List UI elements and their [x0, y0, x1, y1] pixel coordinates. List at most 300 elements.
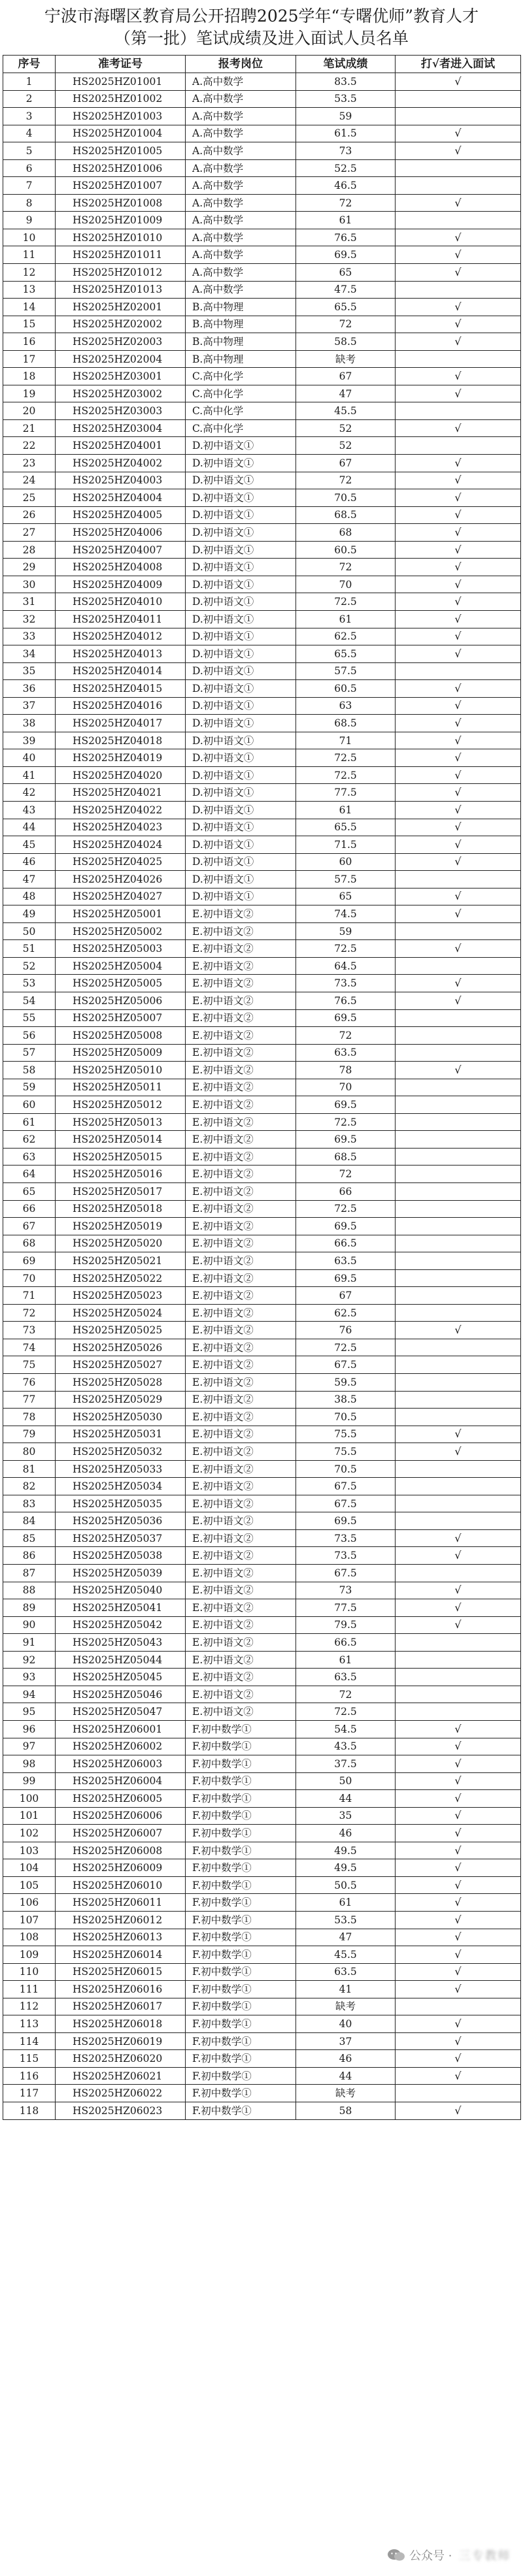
- cell-score: 76.5: [296, 229, 396, 246]
- table-row: [3, 2067, 521, 2085]
- table-row: [3, 1686, 521, 1703]
- cell-interview-mark: √: [396, 1842, 521, 1859]
- cell-position: A.高中数学: [186, 125, 296, 142]
- cell-interview-mark: [396, 1998, 521, 2015]
- table-row: [3, 922, 521, 940]
- cell-position: F.初中数学①: [186, 1929, 296, 1946]
- cell-index: 44: [3, 819, 56, 836]
- cell-index: 118: [3, 2102, 56, 2119]
- cell-score: 73: [296, 142, 396, 160]
- cell-position: C.高中化学: [186, 368, 296, 385]
- cell-position: F.初中数学①: [186, 1876, 296, 1894]
- table-row: [3, 1304, 521, 1322]
- cell-index: 111: [3, 1981, 56, 1998]
- cell-score: 71.5: [296, 836, 396, 854]
- cell-ticket-number: HS2025HZ05008: [56, 1027, 186, 1045]
- cell-ticket-number: HS2025HZ04006: [56, 524, 186, 542]
- cell-index: 104: [3, 1859, 56, 1877]
- cell-interview-mark: √: [396, 229, 521, 246]
- cell-ticket-number: HS2025HZ05043: [56, 1634, 186, 1652]
- cell-ticket-number: HS2025HZ05035: [56, 1495, 186, 1512]
- table-row: [3, 108, 521, 125]
- cell-position: D.初中语文①: [186, 871, 296, 889]
- table-row: [3, 1322, 521, 1339]
- cell-score: 72.5: [296, 749, 396, 767]
- cell-index: 64: [3, 1166, 56, 1183]
- cell-ticket-number: HS2025HZ05044: [56, 1651, 186, 1669]
- cell-index: 105: [3, 1876, 56, 1894]
- cell-interview-mark: √: [396, 1772, 521, 1790]
- cell-index: 66: [3, 1200, 56, 1218]
- table-row: [3, 194, 521, 212]
- table-row: [3, 871, 521, 889]
- table-row: [3, 455, 521, 472]
- cell-score: 53.5: [296, 1911, 396, 1929]
- cell-interview-mark: √: [396, 2067, 521, 2085]
- cell-score: 72.5: [296, 1703, 396, 1721]
- cell-interview-mark: [396, 1027, 521, 1045]
- cell-score: 58: [296, 2102, 396, 2119]
- cell-interview-mark: √: [396, 1720, 521, 1738]
- cell-interview-mark: √: [396, 2015, 521, 2033]
- cell-ticket-number: HS2025HZ04027: [56, 888, 186, 905]
- table-row: [3, 1218, 521, 1235]
- cell-position: E.初中语文②: [186, 1252, 296, 1270]
- table-row: [3, 1079, 521, 1096]
- table-row: [3, 1131, 521, 1149]
- table-row: [3, 1269, 521, 1287]
- cell-position: E.初中语文②: [186, 1634, 296, 1652]
- cell-ticket-number: HS2025HZ05004: [56, 957, 186, 975]
- cell-index: 82: [3, 1478, 56, 1495]
- cell-position: A.高中数学: [186, 73, 296, 91]
- table-row: [3, 819, 521, 836]
- cell-position: E.初中语文②: [186, 1616, 296, 1634]
- cell-interview-mark: √: [396, 1443, 521, 1461]
- cell-score: 46: [296, 1825, 396, 1842]
- cell-ticket-number: HS2025HZ05014: [56, 1131, 186, 1149]
- cell-ticket-number: HS2025HZ03002: [56, 385, 186, 402]
- cell-interview-mark: [396, 1686, 521, 1703]
- cell-position: A.高中数学: [186, 281, 296, 299]
- table-row: [3, 1287, 521, 1305]
- cell-index: 21: [3, 419, 56, 437]
- cell-ticket-number: HS2025HZ01007: [56, 177, 186, 195]
- cell-interview-mark: √: [396, 749, 521, 767]
- cell-score: 61: [296, 1894, 396, 1912]
- table-row: [3, 1981, 521, 1998]
- watermark-account-name: 三专教师: [458, 2549, 511, 2563]
- table-row: [3, 715, 521, 732]
- cell-interview-mark: [396, 90, 521, 108]
- cell-interview-mark: [396, 1200, 521, 1218]
- cell-interview-mark: [396, 1409, 521, 1426]
- cell-index: 101: [3, 1807, 56, 1825]
- cell-ticket-number: HS2025HZ06019: [56, 2032, 186, 2050]
- cell-index: 98: [3, 1755, 56, 1773]
- cell-interview-mark: [396, 922, 521, 940]
- cell-score: 66.5: [296, 1634, 396, 1652]
- table-row: [3, 1027, 521, 1045]
- cell-score: 47: [296, 385, 396, 402]
- cell-position: E.初中语文②: [186, 940, 296, 958]
- cell-ticket-number: HS2025HZ03004: [56, 419, 186, 437]
- cell-ticket-number: HS2025HZ05041: [56, 1599, 186, 1617]
- cell-position: E.初中语文②: [186, 1669, 296, 1686]
- cell-score: 72: [296, 1166, 396, 1183]
- cell-ticket-number: HS2025HZ04007: [56, 541, 186, 559]
- table-row: [3, 142, 521, 160]
- table-row: [3, 1894, 521, 1912]
- cell-score: 59: [296, 108, 396, 125]
- cell-score: 71: [296, 732, 396, 749]
- table-row: [3, 1374, 521, 1392]
- cell-score: 65.5: [296, 299, 396, 316]
- cell-index: 92: [3, 1651, 56, 1669]
- cell-ticket-number: HS2025HZ04016: [56, 697, 186, 715]
- cell-interview-mark: √: [396, 836, 521, 854]
- cell-ticket-number: HS2025HZ04012: [56, 628, 186, 645]
- cell-index: 115: [3, 2050, 56, 2068]
- cell-ticket-number: HS2025HZ04001: [56, 437, 186, 455]
- cell-ticket-number: HS2025HZ01003: [56, 108, 186, 125]
- cell-score: 78: [296, 1062, 396, 1079]
- table-row: [3, 350, 521, 368]
- cell-position: D.初中语文①: [186, 715, 296, 732]
- cell-ticket-number: HS2025HZ05029: [56, 1391, 186, 1409]
- cell-score: 44: [296, 2067, 396, 2085]
- cell-index: 94: [3, 1686, 56, 1703]
- table-row: [3, 1512, 521, 1530]
- table-row: [3, 1703, 521, 1721]
- cell-position: F.初中数学①: [186, 1772, 296, 1790]
- cell-index: 14: [3, 299, 56, 316]
- cell-interview-mark: √: [396, 975, 521, 992]
- cell-score: 68: [296, 524, 396, 542]
- table-row: [3, 1547, 521, 1565]
- cell-index: 71: [3, 1287, 56, 1305]
- table-row: [3, 1720, 521, 1738]
- table-row: [3, 489, 521, 507]
- cell-ticket-number: HS2025HZ06011: [56, 1894, 186, 1912]
- cell-index: 38: [3, 715, 56, 732]
- cell-index: 46: [3, 853, 56, 871]
- cell-ticket-number: HS2025HZ05045: [56, 1669, 186, 1686]
- table-row: [3, 1842, 521, 1859]
- cell-index: 10: [3, 229, 56, 246]
- cell-position: B.高中物理: [186, 316, 296, 333]
- cell-index: 28: [3, 541, 56, 559]
- table-row: [3, 1252, 521, 1270]
- cell-index: 39: [3, 732, 56, 749]
- cell-interview-mark: [396, 1166, 521, 1183]
- cell-score: 64.5: [296, 957, 396, 975]
- cell-interview-mark: [396, 1183, 521, 1201]
- cell-ticket-number: HS2025HZ06002: [56, 1738, 186, 1755]
- cell-interview-mark: [396, 1703, 521, 1721]
- cell-score: 37.5: [296, 1755, 396, 1773]
- table-row: [3, 159, 521, 177]
- cell-score: 缺考: [296, 350, 396, 368]
- cell-interview-mark: √: [396, 801, 521, 819]
- cell-ticket-number: HS2025HZ06005: [56, 1790, 186, 1808]
- cell-ticket-number: HS2025HZ04017: [56, 715, 186, 732]
- cell-index: 34: [3, 645, 56, 663]
- table-row: [3, 1339, 521, 1356]
- cell-index: 95: [3, 1703, 56, 1721]
- cell-ticket-number: HS2025HZ05038: [56, 1547, 186, 1565]
- cell-score: 72.5: [296, 766, 396, 784]
- cell-position: E.初中语文②: [186, 1339, 296, 1356]
- cell-position: E.初中语文②: [186, 1703, 296, 1721]
- cell-ticket-number: HS2025HZ04026: [56, 871, 186, 889]
- cell-index: 65: [3, 1183, 56, 1201]
- cell-score: 49.5: [296, 1859, 396, 1877]
- cell-position: F.初中数学①: [186, 1981, 296, 1998]
- cell-interview-mark: √: [396, 992, 521, 1009]
- cell-ticket-number: HS2025HZ01004: [56, 125, 186, 142]
- cell-ticket-number: HS2025HZ05039: [56, 1565, 186, 1582]
- cell-score: 75.5: [296, 1426, 396, 1443]
- cell-score: 70.5: [296, 1460, 396, 1478]
- cell-interview-mark: √: [396, 142, 521, 160]
- cell-index: 81: [3, 1460, 56, 1478]
- cell-ticket-number: HS2025HZ06021: [56, 2067, 186, 2085]
- cell-interview-mark: √: [396, 1616, 521, 1634]
- cell-interview-mark: [396, 437, 521, 455]
- cell-index: 23: [3, 455, 56, 472]
- cell-index: 106: [3, 1894, 56, 1912]
- cell-interview-mark: √: [396, 853, 521, 871]
- cell-position: E.初中语文②: [186, 1148, 296, 1166]
- cell-index: 97: [3, 1738, 56, 1755]
- cell-position: E.初中语文②: [186, 992, 296, 1009]
- cell-score: 52.5: [296, 159, 396, 177]
- cell-interview-mark: [396, 1634, 521, 1652]
- cell-index: 73: [3, 1322, 56, 1339]
- cell-ticket-number: HS2025HZ04003: [56, 472, 186, 489]
- cell-position: E.初中语文②: [186, 1200, 296, 1218]
- table-row: [3, 1426, 521, 1443]
- table-row: [3, 1460, 521, 1478]
- cell-score: 47.5: [296, 281, 396, 299]
- cell-position: F.初中数学①: [186, 1963, 296, 1981]
- cell-index: 40: [3, 749, 56, 767]
- cell-ticket-number: HS2025HZ05025: [56, 1322, 186, 1339]
- cell-score: 69.5: [296, 1096, 396, 1114]
- cell-interview-mark: [396, 108, 521, 125]
- cell-position: D.初中语文①: [186, 680, 296, 698]
- cell-ticket-number: HS2025HZ05022: [56, 1269, 186, 1287]
- table-row: [3, 697, 521, 715]
- cell-position: E.初中语文②: [186, 1269, 296, 1287]
- cell-interview-mark: √: [396, 385, 521, 402]
- cell-ticket-number: HS2025HZ05009: [56, 1044, 186, 1062]
- cell-score: 45.5: [296, 402, 396, 420]
- cell-index: 90: [3, 1616, 56, 1634]
- cell-score: 60.5: [296, 680, 396, 698]
- cell-position: D.初中语文①: [186, 455, 296, 472]
- table-row: [3, 1998, 521, 2015]
- table-row: [3, 385, 521, 402]
- cell-score: 46.5: [296, 177, 396, 195]
- table-row: [3, 1807, 521, 1825]
- cell-interview-mark: [396, 1235, 521, 1252]
- cell-position: E.初中语文②: [186, 975, 296, 992]
- cell-position: D.初中语文①: [186, 749, 296, 767]
- table-row: [3, 1183, 521, 1201]
- cell-position: A.高中数学: [186, 177, 296, 195]
- cell-position: A.高中数学: [186, 212, 296, 229]
- cell-interview-mark: [396, 1391, 521, 1409]
- cell-score: 69.5: [296, 1512, 396, 1530]
- table-row: [3, 2032, 521, 2050]
- table-row: [3, 576, 521, 593]
- table-row: [3, 1755, 521, 1773]
- cell-score: 38.5: [296, 1391, 396, 1409]
- cell-position: F.初中数学①: [186, 2067, 296, 2085]
- cell-ticket-number: HS2025HZ05032: [56, 1443, 186, 1461]
- cell-interview-mark: √: [396, 455, 521, 472]
- cell-score: 44: [296, 1790, 396, 1808]
- cell-position: C.高中化学: [186, 419, 296, 437]
- cell-score: 72: [296, 559, 396, 576]
- table-row: [3, 299, 521, 316]
- cell-ticket-number: HS2025HZ04005: [56, 506, 186, 524]
- cell-interview-mark: [396, 350, 521, 368]
- cell-score: 72.5: [296, 1200, 396, 1218]
- cell-interview-mark: [396, 1651, 521, 1669]
- cell-ticket-number: HS2025HZ05040: [56, 1582, 186, 1599]
- cell-position: D.初中语文①: [186, 766, 296, 784]
- table-row: [3, 264, 521, 282]
- cell-index: 58: [3, 1062, 56, 1079]
- cell-score: 35: [296, 1807, 396, 1825]
- cell-index: 85: [3, 1529, 56, 1547]
- cell-index: 37: [3, 697, 56, 715]
- cell-interview-mark: √: [396, 1790, 521, 1808]
- cell-index: 88: [3, 1582, 56, 1599]
- cell-index: 3: [3, 108, 56, 125]
- cell-score: 60.5: [296, 541, 396, 559]
- cell-interview-mark: √: [396, 1894, 521, 1912]
- table-row: [3, 1876, 521, 1894]
- cell-interview-mark: √: [396, 628, 521, 645]
- cell-ticket-number: HS2025HZ04020: [56, 766, 186, 784]
- table-row: [3, 1356, 521, 1374]
- cell-position: F.初中数学①: [186, 1738, 296, 1755]
- table-row: [3, 1443, 521, 1461]
- cell-position: D.初中语文①: [186, 732, 296, 749]
- cell-interview-mark: √: [396, 73, 521, 91]
- cell-score: 57.5: [296, 871, 396, 889]
- cell-ticket-number: HS2025HZ05006: [56, 992, 186, 1009]
- cell-score: 50.5: [296, 1876, 396, 1894]
- cell-ticket-number: HS2025HZ05033: [56, 1460, 186, 1478]
- cell-ticket-number: HS2025HZ05034: [56, 1478, 186, 1495]
- cell-index: 60: [3, 1096, 56, 1114]
- cell-position: B.高中物理: [186, 299, 296, 316]
- cell-index: 16: [3, 333, 56, 351]
- cell-interview-mark: [396, 281, 521, 299]
- cell-interview-mark: √: [396, 1755, 521, 1773]
- table-row: [3, 419, 521, 437]
- cell-ticket-number: HS2025HZ01001: [56, 73, 186, 91]
- cell-position: F.初中数学①: [186, 2015, 296, 2033]
- cell-interview-mark: √: [396, 1529, 521, 1547]
- cell-position: F.初中数学①: [186, 1911, 296, 1929]
- cell-index: 25: [3, 489, 56, 507]
- cell-position: D.初中语文①: [186, 801, 296, 819]
- cell-ticket-number: HS2025HZ05047: [56, 1703, 186, 1721]
- table-row: [3, 1529, 521, 1547]
- cell-index: 47: [3, 871, 56, 889]
- cell-ticket-number: HS2025HZ01013: [56, 281, 186, 299]
- cell-position: D.初中语文①: [186, 888, 296, 905]
- cell-position: F.初中数学①: [186, 1894, 296, 1912]
- cell-score: 72.5: [296, 940, 396, 958]
- table-row: [3, 1495, 521, 1512]
- cell-interview-mark: √: [396, 2050, 521, 2068]
- cell-ticket-number: HS2025HZ05026: [56, 1339, 186, 1356]
- cell-interview-mark: √: [396, 697, 521, 715]
- cell-position: F.初中数学①: [186, 2032, 296, 2050]
- cell-index: 116: [3, 2067, 56, 2085]
- cell-position: D.初中语文①: [186, 559, 296, 576]
- cell-score: 69.5: [296, 1009, 396, 1027]
- cell-position: E.初中语文②: [186, 1478, 296, 1495]
- cell-index: 63: [3, 1148, 56, 1166]
- cell-position: F.初中数学①: [186, 2050, 296, 2068]
- cell-ticket-number: HS2025HZ06004: [56, 1772, 186, 1790]
- cell-interview-mark: √: [396, 1981, 521, 1998]
- table-row: [3, 662, 521, 680]
- cell-ticket-number: HS2025HZ05007: [56, 1009, 186, 1027]
- cell-ticket-number: HS2025HZ05036: [56, 1512, 186, 1530]
- cell-position: E.初中语文②: [186, 1079, 296, 1096]
- cell-index: 43: [3, 801, 56, 819]
- cell-interview-mark: √: [396, 1062, 521, 1079]
- cell-index: 76: [3, 1374, 56, 1392]
- cell-score: 67.5: [296, 1356, 396, 1374]
- cell-ticket-number: HS2025HZ01009: [56, 212, 186, 229]
- cell-position: A.高中数学: [186, 159, 296, 177]
- cell-ticket-number: HS2025HZ04002: [56, 455, 186, 472]
- cell-index: 15: [3, 316, 56, 333]
- cell-score: 49.5: [296, 1842, 396, 1859]
- cell-index: 86: [3, 1547, 56, 1565]
- cell-score: 69.5: [296, 1131, 396, 1149]
- cell-index: 93: [3, 1669, 56, 1686]
- cell-interview-mark: √: [396, 2102, 521, 2119]
- cell-position: E.初中语文②: [186, 1582, 296, 1599]
- table-row: [3, 1148, 521, 1166]
- cell-interview-mark: [396, 1252, 521, 1270]
- table-row: [3, 610, 521, 628]
- table-row: [3, 402, 521, 420]
- cell-ticket-number: HS2025HZ02002: [56, 316, 186, 333]
- table-row: [3, 1599, 521, 1617]
- cell-position: D.初中语文①: [186, 610, 296, 628]
- cell-score: 54.5: [296, 1720, 396, 1738]
- cell-score: 67: [296, 368, 396, 385]
- cell-index: 109: [3, 1946, 56, 1964]
- table-row: [3, 680, 521, 698]
- cell-index: 12: [3, 264, 56, 282]
- table-row: [3, 368, 521, 385]
- cell-ticket-number: HS2025HZ05005: [56, 975, 186, 992]
- cell-ticket-number: HS2025HZ06006: [56, 1807, 186, 1825]
